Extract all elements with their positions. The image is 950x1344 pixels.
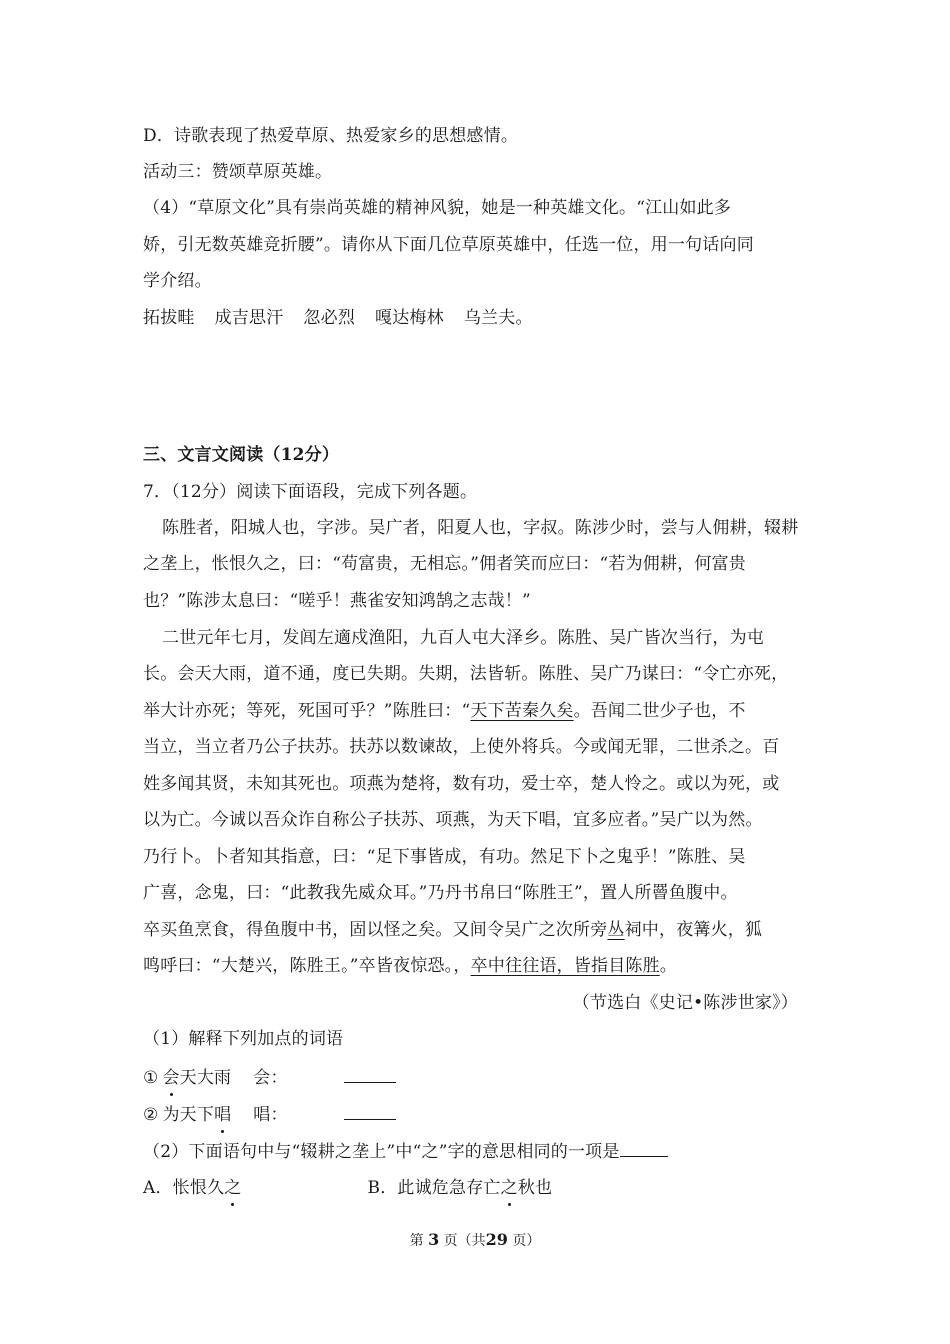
hero-list: [143, 306, 533, 330]
passage-text: 。: [659, 956, 677, 976]
passage-line: [143, 954, 677, 978]
activity-three: 活动三：赞颂草原英雄。: [143, 162, 333, 182]
question-4-line-3: 学介绍。: [143, 271, 212, 291]
passage-line: 长。会天大雨，道不通，度已失期。失期，法皆斩。陈胜、吴广乃谋曰：“令亡亦死，: [143, 664, 789, 684]
question-4-line-1: （4）“草原文化”具有崇尚英雄的精神风貌，她是一种英雄文化。“江山如此多: [143, 198, 732, 218]
item-text: 天大雨: [179, 1068, 232, 1088]
passage-line: 陈胜者，阳城人也，字涉。吴广者，阳夏人也，字叔。陈涉少时，尝与人佣耕，辍耕: [162, 518, 799, 538]
page-number: 3: [428, 1230, 440, 1249]
total-pages: 29: [485, 1230, 508, 1249]
sub-question-1-item-2: [143, 1101, 396, 1127]
passage-text: 。吾闻二世少子也，不: [573, 701, 746, 721]
passage-line: 之垄上，怅恨久之，曰：“苟富贵，无相忘。”佣者笑而应曰：“若为佣耕，何富贵: [143, 554, 746, 574]
item-label: 会：: [253, 1068, 288, 1088]
answer-blank[interactable]: [620, 1138, 668, 1157]
item-text: 为天下: [162, 1105, 215, 1125]
sub-question-2-options: [143, 1176, 552, 1200]
hero-name: 成吉思汗: [214, 308, 284, 328]
option-a-text: 怅恨久: [172, 1178, 225, 1198]
underlined-char: 丛: [607, 920, 625, 940]
passage-line: [143, 699, 746, 723]
sub-question-1-item-1: [143, 1064, 396, 1090]
passage-line: 也？”陈涉太息曰：“嗟乎！燕雀安知鸿鹄之志哉！”: [143, 591, 531, 611]
option-a-label: A．: [143, 1178, 173, 1198]
sub-question-1-title: （1）解释下列加点的词语: [143, 1029, 344, 1049]
footer-text: 页）: [512, 1233, 541, 1249]
section-3-title: 三、文言文阅读（12分）: [143, 445, 340, 465]
passage-text: 卒买鱼烹食，得鱼腹中书，固以怪之矣。又间令吴广之次所旁: [143, 920, 608, 940]
dotted-char: 会: [162, 1068, 180, 1088]
passage-text: 祠中，夜篝火，狐: [624, 920, 763, 940]
underlined-phrase: 天下苦秦久矣: [470, 701, 574, 721]
passage-text: 鸣呼曰：“大楚兴，陈胜王。”卒皆夜惊恐。，: [143, 956, 471, 976]
underlined-phrase: 卒中往往语，皆指目陈胜: [470, 956, 660, 976]
dotted-char: 唱: [214, 1105, 232, 1125]
passage-line: [143, 918, 762, 942]
item-number: ①: [143, 1068, 159, 1088]
question-7-stem: 7．（12分）阅读下面语段，完成下列各题。: [143, 482, 478, 502]
passage-line: 乃行卜。卜者知其指意，曰：“足下事皆成，有功。然足下卜之鬼乎！”陈胜、吴: [143, 847, 746, 867]
passage-line: 当立，当立者乃公子扶苏。扶苏以数谏故，上使外将兵。今或闻无罪，二世杀之。百: [143, 737, 780, 757]
option-b-label: B．: [367, 1178, 398, 1198]
dotted-char: 之: [224, 1178, 242, 1198]
hero-name: 忽必烈: [303, 308, 356, 328]
answer-blank[interactable]: [344, 1101, 396, 1120]
item-number: ②: [143, 1105, 159, 1125]
dotted-char: 之: [500, 1178, 518, 1198]
passage-source: （节选白《史记•陈涉世家》）: [572, 993, 798, 1013]
passage-line: 二世元年七月，发闾左適戍渔阳，九百人屯大泽乡。陈胜、吴广皆次当行，为屯: [162, 628, 764, 648]
passage-line: 以为亡。今诚以吾众诈自称公子扶苏、项燕，为天下唱，宜多应者。”吴广以为然。: [143, 810, 763, 830]
option-b-text: 此诚危急存亡: [397, 1178, 501, 1198]
passage-line: 姓多闻其贤，未知其死也。项燕为楚将，数有功，爱士卒，楚人怜之。或以为死，或: [143, 774, 780, 794]
poem-option-d: D．诗歌表现了热爱草原、热爱家乡的思想感情。: [143, 126, 519, 146]
option-b-text: 秋也: [517, 1178, 553, 1198]
answer-blank[interactable]: [344, 1064, 396, 1083]
question-4-line-2: 娇，引无数英雄竞折腰”。请你从下面几位草原英雄中，任选一位，用一句话向同: [143, 235, 754, 255]
hero-name: 嘎达梅林: [375, 308, 444, 328]
hero-name: 乌兰夫。: [463, 308, 533, 328]
sub-question-2-stem: [143, 1138, 668, 1164]
hero-name: 拓拔畦: [143, 308, 195, 328]
page-footer: [0, 1230, 950, 1250]
footer-text: 页（共: [443, 1233, 486, 1249]
item-label: 唱：: [253, 1105, 288, 1125]
footer-text: 第: [409, 1233, 424, 1249]
stem-text: （2）下面语句中与“辍耕之垄上”中“之”字的意思相同的一项是: [143, 1142, 620, 1162]
passage-line: 广喜，念鬼，曰：“此教我先威众耳。”乃丹书帛曰“陈胜王”，置人所罾鱼腹中。: [143, 883, 738, 903]
passage-text: 举大计亦死；等死，死国可乎？”陈胜曰：“: [143, 701, 471, 721]
